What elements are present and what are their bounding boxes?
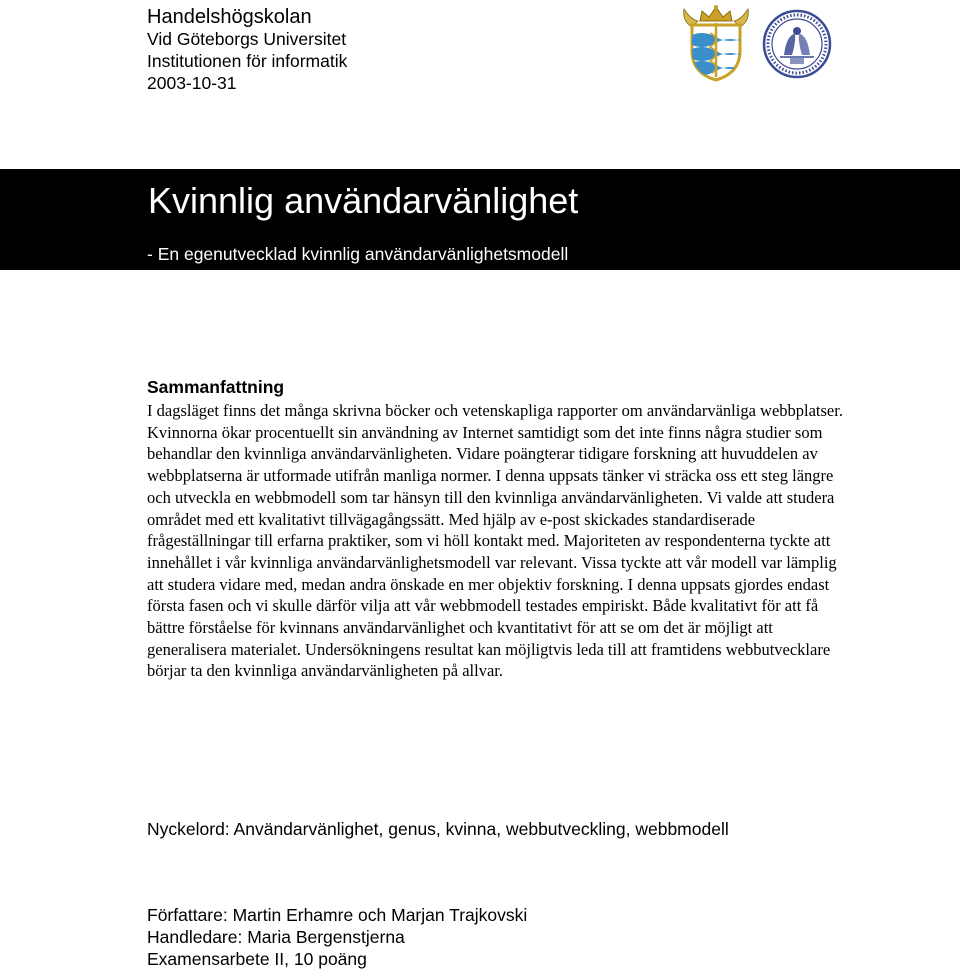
title-band bbox=[0, 169, 960, 270]
course-line: Examensarbete II, 10 poäng bbox=[147, 949, 367, 969]
abstract-heading: Sammanfattning bbox=[147, 377, 285, 397]
document-subtitle: - En egenutvecklad kvinnlig användarvänlighetsmodell bbox=[147, 244, 569, 264]
university-name: Vid Göteborgs Universitet bbox=[147, 29, 347, 49]
logo-group bbox=[680, 3, 850, 83]
authors-line: Författare: Martin Erhamre och Marjan Trajkovski bbox=[147, 905, 528, 925]
institution-name: Handelshögskolan bbox=[147, 6, 312, 28]
school-emblem-icon bbox=[682, 3, 750, 83]
document-title: Kvinnlig användarvänlighet bbox=[148, 180, 579, 221]
credits-block bbox=[147, 904, 527, 970]
abstract-body: I dagsläget finns det många skrivna böcker och vetenskapliga rapporter om användarvänliga webbplatser. Kvinnorna ökar procentuellt sin användning av Internet samtidigt som det inte finns några studier som behandlar den kvinnliga användarvänligheten. Vidare poängterar tidigare forskning att huvuddelen av webbplatserna är utformade utifrån manliga normer. I denna uppsats tänker vi sträcka oss ett steg längre och utveckla en webbmodell som tar hänsyn till den kvinnliga användarvänligheten. Vi valde att studera området med ett kvalitativt tillvägagångssätt. Med hjälp av e-post skickades standardiserade frågeställningar till erfarna praktiker, som vi höll kontakt med. Majoriteten av respondenterna tyckte att innehållet i vår kvinnliga användarvänlighetsmodell var relevant. Vissa tyckte att vår modell var lämplig att studera vidare med, medan andra önskade en mer objektiv forskning. I denna uppsats gjordes endast första fasen och vi skulle därför vilja att vår webbmodell testades empiriskt. Både kvalitativt för att få bättre förståelse för kvinnans användarvänlighet och kvantitativt för att se om det är möjligt att generalisera materialet. Undersökningens resultat kan möjligtvis leda till att framtidens webbutvecklare börjar ta den kvinnliga användarvänligheten på allvar. bbox=[147, 401, 843, 681]
supervisor-line: Handledare: Maria Bergenstjerna bbox=[147, 927, 405, 947]
department-name: Institutionen för informatik bbox=[147, 51, 348, 71]
document-header bbox=[147, 6, 347, 94]
keywords-line: Nyckelord: Användarvänlighet, genus, kvinna, webbutveckling, webbmodell bbox=[147, 819, 729, 839]
university-seal-icon bbox=[762, 9, 832, 79]
document-date: 2003-10-31 bbox=[147, 73, 237, 93]
